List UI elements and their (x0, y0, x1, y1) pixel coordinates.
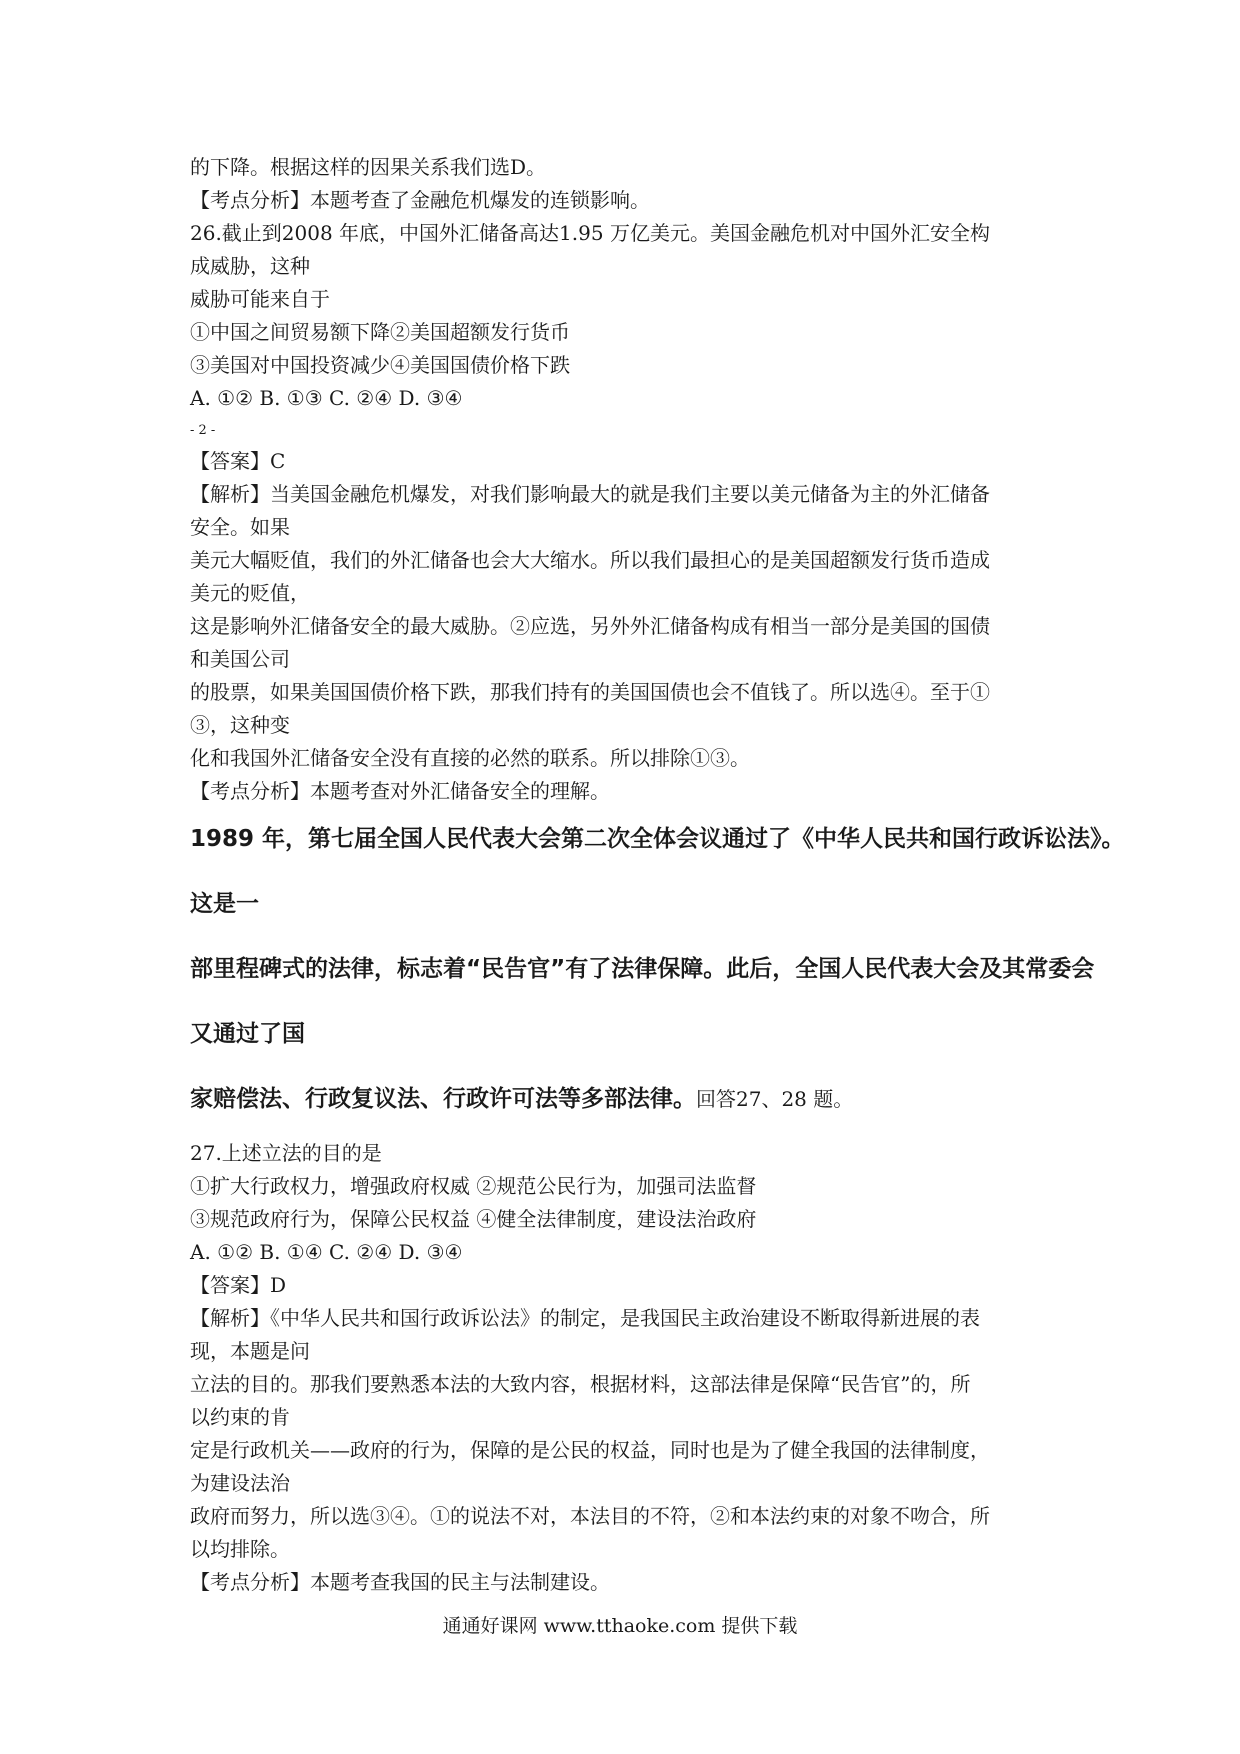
material-line (190, 1086, 853, 1112)
analysis-line: 定是行政机关——政府的行为，保障的是公民的权益，同时也是为了健全我国的法律制度， (190, 1438, 990, 1462)
analysis-line: 和美国公司 (190, 647, 290, 671)
question-27-choices: A. ①② B. ①④ C. ②④ D. ③④ (190, 1240, 463, 1264)
question-27-stem: 27.上述立法的目的是 (190, 1141, 382, 1165)
text-line: 【考点分析】本题考查了金融危机爆发的连锁影响。 (190, 188, 650, 212)
material-line: 1989 年，第七届全国人民代表大会第二次全体会议通过了《中华人民共和国行政诉讼法》。 (190, 826, 1125, 852)
analysis-line: 安全。如果 (190, 515, 290, 539)
analysis-line: 美元的贬值， (190, 581, 310, 605)
analysis-line: 现，本题是问 (190, 1339, 310, 1363)
question-27-option: ③规范政府行为，保障公民权益 ④健全法律制度，建设法治政府 (190, 1207, 757, 1231)
analysis-line: 以约束的肯 (190, 1405, 290, 1429)
text-line: 的下降。根据这样的因果关系我们选D。 (190, 155, 547, 179)
question-26-point: 【考点分析】本题考查对外汇储备安全的理解。 (190, 779, 610, 803)
footer-source: 通通好课网 www.tthaoke.com 提供下载 (442, 1615, 798, 1637)
question-26-answer: 【答案】C (190, 449, 286, 473)
question-27-point: 【考点分析】本题考查我国的民主与法制建设。 (190, 1570, 610, 1594)
question-26-option: ③美国对中国投资减少④美国国债价格下跌 (190, 353, 570, 377)
material-instruction: 回答27、28 题。 (696, 1087, 854, 1111)
analysis-line: 政府而努力，所以选③④。①的说法不对，本法目的不符，②和本法约束的对象不吻合，所 (190, 1504, 990, 1528)
question-26-stem: 26.截止到2008 年底，中国外汇储备高达1.95 万亿美元。美国金融危机对中国外汇安全构 (190, 221, 990, 245)
material-line: 这是一 (190, 891, 259, 917)
analysis-line: 立法的目的。那我们要熟悉本法的大致内容，根据材料，这部法律是保障“民告官”的，所 (190, 1372, 971, 1396)
text-line: 成威胁，这种 (190, 254, 310, 278)
material-line: 部里程碑式的法律，标志着“民告官”有了法律保障。此后，全国人民代表大会及其常委会 (190, 956, 1095, 982)
analysis-line: 为建设法治 (190, 1471, 290, 1495)
analysis-line: 【解析】《中华人民共和国行政诉讼法》的制定，是我国民主政治建设不断取得新进展的表 (190, 1306, 980, 1330)
material-text: 家赔偿法、行政复议法、行政许可法等多部法律。 (190, 1086, 696, 1112)
analysis-line: 这是影响外汇储备安全的最大威胁。②应选，另外外汇储备构成有相当一部分是美国的国债 (190, 614, 990, 638)
material-line: 又通过了国 (190, 1021, 305, 1047)
question-26-option: ①中国之间贸易额下降②美国超额发行货币 (190, 320, 570, 344)
question-26-choices: A. ①② B. ①③ C. ②④ D. ③④ (190, 386, 463, 410)
analysis-line: 化和我国外汇储备安全没有直接的必然的联系。所以排除①③。 (190, 746, 750, 770)
text-line: 威胁可能来自于 (190, 287, 330, 311)
analysis-line: 以均排除。 (190, 1537, 290, 1561)
analysis-line: ③，这种变 (190, 713, 290, 737)
analysis-line: 【解析】当美国金融危机爆发，对我们影响最大的就是我们主要以美元储备为主的外汇储备 (190, 482, 990, 506)
page-number: - 2 - (190, 423, 216, 438)
question-27-option: ①扩大行政权力，增强政府权威 ②规范公民行为，加强司法监督 (190, 1174, 757, 1198)
analysis-line: 的股票，如果美国国债价格下跌，那我们持有的美国国债也会不值钱了。所以选④。至于① (190, 680, 990, 704)
analysis-line: 美元大幅贬值，我们的外汇储备也会大大缩水。所以我们最担心的是美国超额发行货币造成 (190, 548, 990, 572)
question-27-answer: 【答案】D (190, 1273, 287, 1297)
